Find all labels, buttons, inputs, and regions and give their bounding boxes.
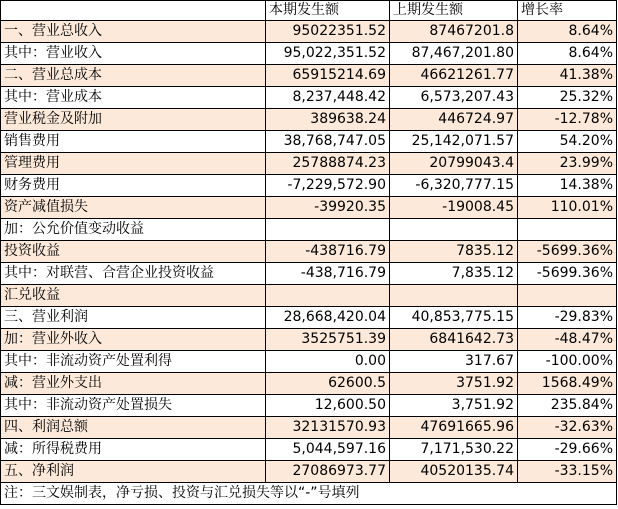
row-growth-rate: -33.15% — [518, 461, 617, 483]
row-growth-rate: -48.47% — [518, 329, 617, 351]
row-previous-value: 40,853,775.15 — [390, 307, 518, 329]
row-current-value: 0.00 — [266, 351, 390, 373]
table-row — [1, 241, 617, 263]
table-row — [1, 417, 617, 439]
table-row — [1, 461, 617, 483]
table-row — [1, 43, 617, 65]
row-previous-value: 87467201.8 — [390, 21, 518, 43]
header-current-period: 本期发生额 — [266, 1, 390, 21]
row-current-value: 95022351.52 — [266, 21, 390, 43]
row-label: 一、营业总收入 — [1, 21, 266, 43]
row-previous-value: 7,171,530.22 — [390, 439, 518, 461]
header-item — [1, 1, 266, 21]
table-row — [1, 153, 617, 175]
table-row — [1, 263, 617, 285]
row-previous-value: 25,142,071.57 — [390, 131, 518, 153]
row-previous-value: 6841642.73 — [390, 329, 518, 351]
table-row — [1, 21, 617, 43]
row-label: 汇兑收益 — [1, 285, 266, 307]
table-row — [1, 395, 617, 417]
row-growth-rate: -12.78% — [518, 109, 617, 131]
row-previous-value: 317.67 — [390, 351, 518, 373]
row-current-value: 27086973.77 — [266, 461, 390, 483]
row-growth-rate: 25.32% — [518, 87, 617, 109]
row-label: 其中：营业收入 — [1, 43, 266, 65]
table-row — [1, 109, 617, 131]
row-label: 其中：非流动资产处置利得 — [1, 351, 266, 373]
header-previous-period: 上期发生额 — [390, 1, 518, 21]
row-previous-value — [390, 285, 518, 307]
header-growth-rate: 增长率 — [518, 1, 617, 21]
row-growth-rate: 41.38% — [518, 65, 617, 87]
footnote-row — [1, 483, 617, 505]
row-current-value: 62600.5 — [266, 373, 390, 395]
row-previous-value: 3751.92 — [390, 373, 518, 395]
row-current-value — [266, 285, 390, 307]
row-current-value: 38,768,747.05 — [266, 131, 390, 153]
row-growth-rate: -29.66% — [518, 439, 617, 461]
row-label: 加：营业外收入 — [1, 329, 266, 351]
footnote: 注：三文娱制表，净亏损、投资与汇兑损失等以“-”号填列 — [1, 483, 617, 505]
table-row — [1, 87, 617, 109]
row-current-value: 389638.24 — [266, 109, 390, 131]
row-growth-rate: 8.64% — [518, 43, 617, 65]
table-row — [1, 439, 617, 461]
table-row — [1, 373, 617, 395]
row-previous-value: 3,751.92 — [390, 395, 518, 417]
row-label: 财务费用 — [1, 175, 266, 197]
table-row — [1, 175, 617, 197]
row-label: 管理费用 — [1, 153, 266, 175]
row-label: 加：公允价值变动收益 — [1, 219, 266, 241]
table-row — [1, 197, 617, 219]
row-growth-rate: 1568.49% — [518, 373, 617, 395]
row-label: 其中：营业成本 — [1, 87, 266, 109]
row-current-value: 25788874.23 — [266, 153, 390, 175]
row-growth-rate: -29.83% — [518, 307, 617, 329]
row-label: 其中：对联营、合营企业投资收益 — [1, 263, 266, 285]
row-label: 减：营业外支出 — [1, 373, 266, 395]
row-growth-rate: 14.38% — [518, 175, 617, 197]
row-current-value: -438716.79 — [266, 241, 390, 263]
row-current-value: 95,022,351.52 — [266, 43, 390, 65]
row-growth-rate — [518, 219, 617, 241]
row-label: 投资收益 — [1, 241, 266, 263]
row-growth-rate: -5699.36% — [518, 263, 617, 285]
table-row — [1, 285, 617, 307]
row-growth-rate: 235.84% — [518, 395, 617, 417]
row-current-value: 12,600.50 — [266, 395, 390, 417]
row-previous-value: 20799043.4 — [390, 153, 518, 175]
header-row — [1, 1, 617, 21]
row-growth-rate: -32.63% — [518, 417, 617, 439]
row-current-value: 65915214.69 — [266, 65, 390, 87]
row-growth-rate: -100.00% — [518, 351, 617, 373]
row-label: 减：所得税费用 — [1, 439, 266, 461]
row-label: 营业税金及附加 — [1, 109, 266, 131]
row-growth-rate: 23.99% — [518, 153, 617, 175]
row-growth-rate: 8.64% — [518, 21, 617, 43]
row-previous-value: 47691665.96 — [390, 417, 518, 439]
row-label: 五、净利润 — [1, 461, 266, 483]
row-label: 其中：非流动资产处置损失 — [1, 395, 266, 417]
table-row — [1, 329, 617, 351]
row-label: 四、利润总额 — [1, 417, 266, 439]
table-row — [1, 219, 617, 241]
row-current-value — [266, 219, 390, 241]
row-previous-value: 7,835.12 — [390, 263, 518, 285]
row-growth-rate: 110.01% — [518, 197, 617, 219]
row-current-value: 32131570.93 — [266, 417, 390, 439]
row-label: 资产减值损失 — [1, 197, 266, 219]
row-previous-value: 6,573,207.43 — [390, 87, 518, 109]
row-previous-value: 446724.97 — [390, 109, 518, 131]
table-row — [1, 131, 617, 153]
row-previous-value: 87,467,201.80 — [390, 43, 518, 65]
row-previous-value: -6,320,777.15 — [390, 175, 518, 197]
row-previous-value: 46621261.77 — [390, 65, 518, 87]
row-label: 二、营业总成本 — [1, 65, 266, 87]
row-previous-value: 40520135.74 — [390, 461, 518, 483]
row-current-value: 28,668,420.04 — [266, 307, 390, 329]
row-current-value: 5,044,597.16 — [266, 439, 390, 461]
row-previous-value: -19008.45 — [390, 197, 518, 219]
row-previous-value — [390, 219, 518, 241]
row-current-value: -438,716.79 — [266, 263, 390, 285]
row-current-value: 3525751.39 — [266, 329, 390, 351]
row-growth-rate: -5699.36% — [518, 241, 617, 263]
table-row — [1, 307, 617, 329]
statement-rows — [1, 21, 617, 483]
row-current-value: -7,229,572.90 — [266, 175, 390, 197]
row-label: 三、营业利润 — [1, 307, 266, 329]
row-current-value: 8,237,448.42 — [266, 87, 390, 109]
row-previous-value: 7835.12 — [390, 241, 518, 263]
table-row — [1, 65, 617, 87]
row-growth-rate: 54.20% — [518, 131, 617, 153]
table-row — [1, 351, 617, 373]
row-current-value: -39920.35 — [266, 197, 390, 219]
row-growth-rate — [518, 285, 617, 307]
row-label: 销售费用 — [1, 131, 266, 153]
